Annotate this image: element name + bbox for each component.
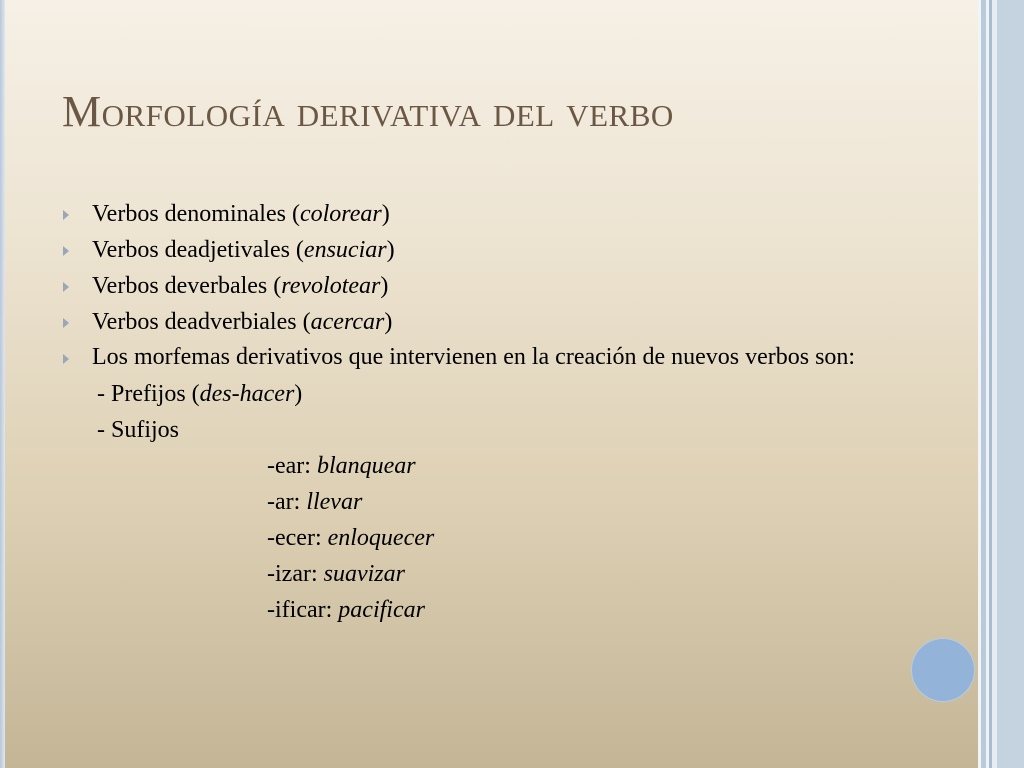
suffixes-label: - Sufijos xyxy=(97,417,180,443)
bullet-example: revolotear xyxy=(281,273,381,299)
suffix-item xyxy=(60,520,972,556)
bullet-text: Verbos deadjetivales ( xyxy=(92,237,304,263)
prefixes-close: ) xyxy=(294,381,303,407)
slide-title: Morfología derivativa del verbo xyxy=(62,87,674,136)
bullet-text: Verbos deverbales ( xyxy=(92,273,282,299)
bullet-example: colorear xyxy=(299,201,382,227)
triangle-bullet-icon xyxy=(63,210,69,220)
right-decorative-rail xyxy=(978,0,1024,768)
triangle-bullet-icon xyxy=(63,354,69,364)
suffix-example: pacificar xyxy=(338,597,425,623)
triangle-bullet-icon xyxy=(63,318,69,328)
bullet-text: Los morfemas derivativos que intervienen en la creación de nuevos verbos son: xyxy=(92,344,856,370)
triangle-bullet-icon xyxy=(63,246,69,256)
bullet-item xyxy=(60,232,972,268)
suffix-name: -ear: xyxy=(267,453,311,479)
bullet-close: ) xyxy=(381,201,390,227)
triangle-bullet-icon xyxy=(63,282,69,292)
suffix-item xyxy=(60,592,972,628)
bullet-item xyxy=(60,304,972,340)
bullet-text: Verbos denominales ( xyxy=(92,201,300,227)
bullet-example: ensuciar xyxy=(303,237,387,263)
left-edge-stripe xyxy=(0,0,5,768)
bullet-close: ) xyxy=(380,273,389,299)
suffix-name: -ecer: xyxy=(267,525,322,551)
suffix-example: suavizar xyxy=(323,561,405,587)
suffix-item xyxy=(60,556,972,592)
bullet-item xyxy=(60,196,972,232)
suffix-name: -ificar: xyxy=(267,597,333,623)
suffix-example: enloquecer xyxy=(327,525,435,551)
circle-decoration xyxy=(912,639,974,701)
prefixes-label: - Prefijos ( xyxy=(97,381,200,407)
bullet-text: Verbos deadverbiales ( xyxy=(92,309,311,335)
bullet-example: acercar xyxy=(310,309,385,335)
slide-content xyxy=(60,196,972,628)
bullet-close: ) xyxy=(386,237,395,263)
suffix-name: -ar: xyxy=(267,489,301,515)
bullet-list xyxy=(60,196,972,376)
suffix-item xyxy=(60,448,972,484)
suffix-example: llevar xyxy=(306,489,363,515)
prefixes-example: des-hacer xyxy=(199,381,295,407)
suffix-example: blanquear xyxy=(316,453,416,479)
prefixes-line xyxy=(60,376,972,412)
bullet-item xyxy=(60,268,972,304)
bullet-close: ) xyxy=(384,309,393,335)
suffix-name: -izar: xyxy=(267,561,318,587)
bullet-item xyxy=(60,340,972,376)
suffix-item xyxy=(60,484,972,520)
